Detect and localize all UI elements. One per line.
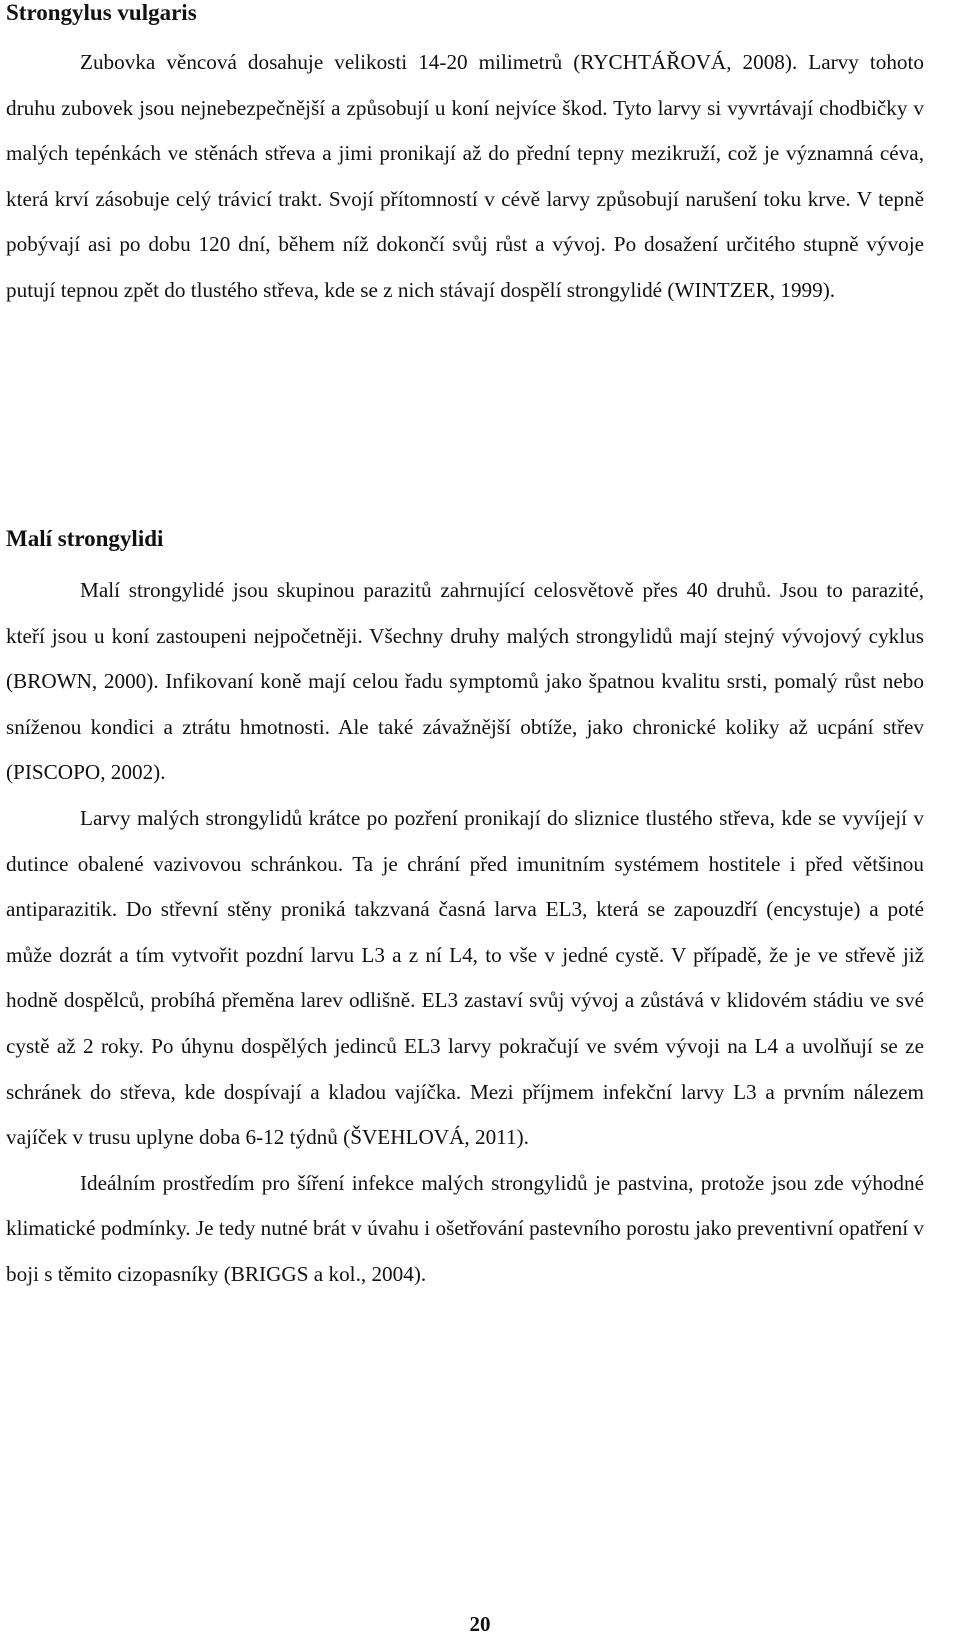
- page-number: 20: [469, 1612, 491, 1636]
- section-body-mali-strongylidi: [6, 568, 924, 1298]
- paragraph: Malí strongylidé jsou skupinou parazitů zahrnující celosvětově přes 40 druhů. Jsou to parazité, kteří jsou u koní zastoupeni nejpočetněji. Všechny druhy malých strongylidů mají stejný vývojový cyklus (BROWN, 2000). Infikovaní koně mají celou řadu symptomů jako špatnou kvalitu srsti, pomalý růst nebo sníženou kondici a ztrátu hmotnosti. Ale také závažnější obtíže, jako chronické koliky až ucpání střev (PISCOPO, 2002).: [6, 578, 924, 785]
- section-body-strongylus-vulgaris: [6, 40, 924, 314]
- paragraph: Zubovka věncová dosahuje velikosti 14-20 milimetrů (RYCHTÁŘOVÁ, 2008). Larvy tohoto druhu zubovek jsou nejnebezpečnější a způsobují u koní nejvíce škod. Tyto larvy si vyvrtávají chodbičky v malých tepénkách ve stěnách střeva a jimi pronikají až do přední tepny mezikruží, což je významná céva, která krví zásobuje celý trávicí trakt. Svojí přítomností v cévě larvy způsobují narušení toku krve. V tepně pobývají asi po dobu 120 dní, během níž dokončí svůj růst a vývoj. Po dosažení určitého stupně vývoje putují tepnou zpět do tlustého střeva, kde se z nich stávají dospělí strongylidé (WINTZER, 1999).: [6, 50, 924, 302]
- paragraph: Larvy malých strongylidů krátce po pozření pronikají do sliznice tlustého střeva, kde se vyvíjejí v dutince obalené vazivovou schránkou. Ta je chrání před imunitním systémem hostitele i před většinou antiparazitik. Do střevní stěny proniká takzvaná časná larva EL3, která se zapouzdří (encystuje) a poté může dozrát a tím vytvořit pozdní larvu L3 a z ní L4, to vše v jedné cystě. V případě, že je ve střevě již hodně dospělců, probíhá přeměna larev odlišně. EL3 zastaví svůj vývoj a zůstává v klidovém stádiu ve své cystě až 2 roky. Po úhynu dospělých jedinců EL3 larvy pokračují ve svém vývoji na L4 a uvolňují se ze schránek do střeva, kde dospívají a kladou vajíčka. Mezi příjmem infekční larvy L3 a prvním nálezem vajíček v trusu uplyne doba 6-12 týdnů (ŠVEHLOVÁ, 2011).: [6, 805, 924, 1150]
- paragraph: Ideálním prostředím pro šíření infekce malých strongylidů je pastvina, protože jsou zde výhodné klimatické podmínky. Je tedy nutné brát v úvahu i ošetřování pastevního porostu jako preventivní opatření v boji s těmito cizopasníky (BRIGGS a kol., 2004).: [6, 1170, 924, 1286]
- section-heading-strongylus-vulgaris: Strongylus vulgaris: [6, 0, 197, 25]
- section-heading-mali-strongylidi: Malí strongylidi: [6, 526, 164, 551]
